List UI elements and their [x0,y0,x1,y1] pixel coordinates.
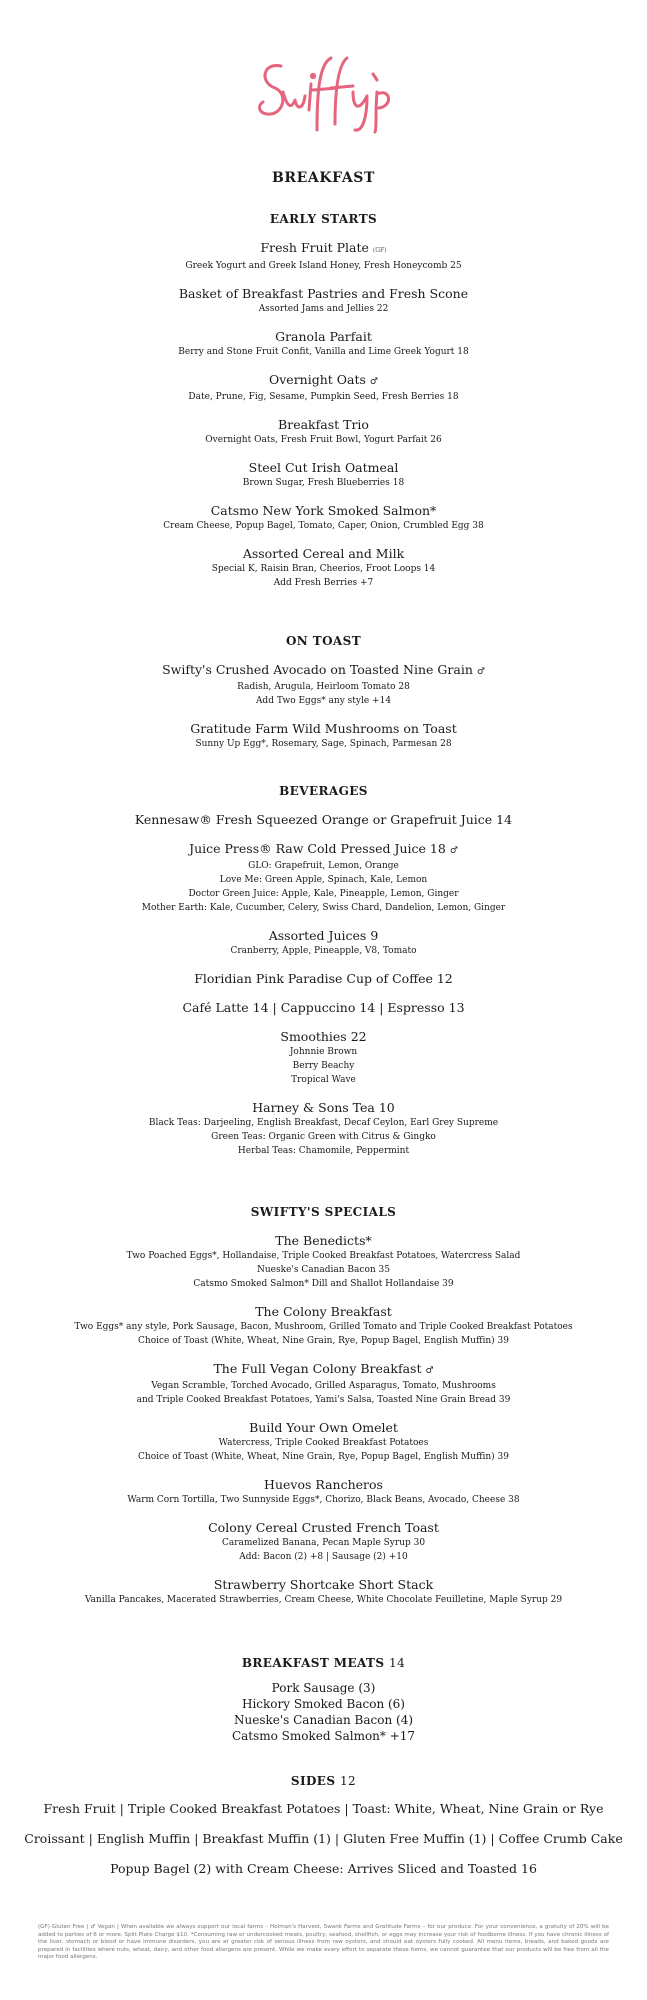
item-name: Assorted Cereal and Milk [242,546,405,561]
section-specials [0,1205,647,1620]
item-desc: and Triple Cooked Breakfast Potatoes, Yami's Salsa, Toasted Nine Grain Bread 39 [136,1395,511,1405]
item-name: The Colony Breakfast [255,1304,392,1319]
vegan-icon: ♂ [449,846,458,856]
item-name: Floridian Pink Paradise Cup of Coffee 12 [194,971,453,986]
item-name: Granola Parfait [275,329,372,344]
menu-item [0,812,647,828]
gluten-free-tag: (GF) [372,247,387,254]
item-name: Café Latte 14 | Cappuccino 14 | Espresso 13 [182,1000,465,1015]
item-desc: Herbal Teas: Chamomile, Peppermint [237,1146,410,1156]
item-desc: Johnnie Brown [289,1047,358,1057]
section-price: 14 [389,1656,406,1670]
item-desc: Warm Corn Tortilla, Two Sunnyside Eggs*, Chorizo, Black Beans, Avocado, Cheese 38 [127,1495,520,1505]
item-desc: Doctor Green Juice: Apple, Kale, Pineapple, Lemon, Ginger [188,889,459,899]
item-desc: Berry Beachy [292,1061,355,1071]
menu-item [0,1420,647,1464]
meat-item: Nueske's Canadian Bacon (4) [233,1713,414,1727]
item-name: Swifty's Crushed Avocado on Toasted Nine Grain [162,662,473,677]
menu-item [0,460,647,490]
item-name: Assorted Juices 9 [268,928,379,943]
sides-line: Fresh Fruit | Triple Cooked Breakfast Potatoes | Toast: White, Wheat, Nine Grain or Rye [43,1801,604,1816]
meat-item: Hickory Smoked Bacon (6) [241,1697,405,1711]
item-desc: Mother Earth: Kale, Cucumber, Celery, Swiss Chard, Dandelion, Lemon, Ginger [141,903,506,913]
item-desc: Catsmo Smoked Salmon* Dill and Shallot Hollandaise 39 [193,1279,454,1289]
menu-item [0,1304,647,1348]
sides-line: Popup Bagel (2) with Cream Cheese: Arrives Sliced and Toasted 16 [110,1861,537,1876]
item-name: Overnight Oats [269,372,366,387]
swiftys-logo [253,44,395,136]
menu-item [0,240,647,273]
item-desc: Two Eggs* any style, Pork Sausage, Bacon, Mushroom, Grilled Tomato and Triple Cooked Breakfast Potatoes [74,1322,573,1332]
item-name: Strawberry Shortcake Short Stack [213,1577,434,1592]
section-breakfast-meats [0,1656,647,1744]
item-name: The Full Vegan Colony Breakfast [213,1361,422,1376]
vegan-icon: ♂ [425,1366,434,1376]
item-name: Basket of Breakfast Pastries and Fresh Scone [178,286,469,301]
menu-item [0,1361,647,1407]
menu-item [0,662,647,708]
item-name: Gratitude Farm Wild Mushrooms on Toast [190,721,457,736]
item-desc: Black Teas: Darjeeling, English Breakfast, Decaf Ceylon, Earl Grey Supreme [148,1118,499,1128]
item-desc: Special K, Raisin Bran, Cheerios, Froot Loops 14 [211,564,436,574]
item-name: Harney & Sons Tea 10 [252,1100,395,1115]
section-beverages [0,784,647,1171]
menu-item [0,503,647,533]
section-heading: BREAKFAST MEATS [241,1656,385,1670]
item-name: Colony Cereal Crusted French Toast [208,1520,439,1535]
item-desc: Nueske's Canadian Bacon 35 [257,1265,390,1275]
item-desc: Watercress, Triple Cooked Breakfast Potatoes [218,1438,429,1448]
item-desc: Love Me: Green Apple, Spinach, Kale, Lemon [219,875,428,885]
menu-item [0,286,647,316]
item-desc: Tropical Wave [291,1075,356,1085]
item-desc: Cranberry, Apple, Pineapple, V8, Tomato [230,946,417,956]
item-desc: Berry and Stone Fruit Confit, Vanilla and Lime Greek Yogurt 18 [178,347,469,357]
vegan-icon: ♂ [369,377,378,387]
menu-item [0,546,647,590]
item-name: Build Your Own Omelet [249,1420,398,1435]
item-desc: GLO: Grapefruit, Lemon, Orange [248,861,399,871]
item-name: Kennesaw® Fresh Squeezed Orange or Grapefruit Juice 14 [134,812,513,827]
meat-item: Catsmo Smoked Salmon* +17 [231,1729,416,1743]
menu-item [0,1477,647,1507]
menu-item [0,721,647,751]
item-name: Fresh Fruit Plate [260,240,369,255]
item-name: Breakfast Trio [278,417,369,432]
item-desc: Add Fresh Berries +7 [273,578,374,588]
item-desc: Add: Bacon (2) +8 | Sausage (2) +10 [239,1552,408,1562]
item-desc: Green Teas: Organic Green with Citrus & Gingko [211,1132,436,1142]
item-name: The Benedicts* [275,1233,372,1248]
page-title: BREAKFAST [271,170,376,186]
item-desc: Add Two Eggs* any style +14 [255,696,392,706]
item-desc: Date, Prune, Fig, Sesame, Pumpkin Seed, Fresh Berries 18 [188,392,459,402]
item-desc: Two Poached Eggs*, Hollandaise, Triple Cooked Breakfast Potatoes, Watercress Salad [126,1251,521,1261]
sides-line: Croissant | English Muffin | Breakfast Muffin (1) | Gluten Free Muffin (1) | Coffee Crumb Cake [24,1831,623,1846]
menu-item [0,1233,647,1291]
section-heading: SWIFTY'S SPECIALS [250,1205,397,1219]
item-name: Juice Press® Raw Cold Pressed Juice 18 [189,841,446,856]
menu-item [0,329,647,359]
item-name: Huevos Rancheros [264,1477,383,1492]
section-sides [0,1774,647,1884]
menu-item [0,417,647,447]
section-heading: EARLY STARTS [269,212,378,226]
item-desc: Overnight Oats, Fresh Fruit Bowl, Yogurt Parfait 26 [205,435,442,445]
section-heading: BEVERAGES [279,784,368,798]
section-on-toast [0,634,647,764]
item-name: Smoothies 22 [280,1029,367,1044]
menu-item [0,372,647,404]
menu-item [0,1520,647,1564]
menu-item [0,928,647,958]
item-name: Catsmo New York Smoked Salmon* [210,503,437,518]
section-price: 12 [340,1774,357,1788]
menu-item [0,1100,647,1158]
menu-item [0,1029,647,1087]
item-desc: Vegan Scramble, Torched Avocado, Grilled Asparagus, Tomato, Mushrooms [151,1381,496,1391]
item-desc: Assorted Jams and Jellies 22 [258,304,389,314]
meat-item: Pork Sausage (3) [271,1681,376,1695]
item-desc: Vanilla Pancakes, Macerated Strawberries, Cream Cheese, White Chocolate Feuilletine, Maple Syrup 29 [84,1595,563,1605]
vegan-icon: ♂ [476,667,485,677]
menu-item [0,841,647,915]
item-desc: Caramelized Banana, Pecan Maple Syrup 30 [221,1538,426,1548]
item-desc: Brown Sugar, Fresh Blueberries 18 [242,478,405,488]
item-desc: Radish, Arugula, Heirloom Tomato 28 [237,682,410,692]
item-desc: Choice of Toast (White, Wheat, Nine Grain, Rye, Popup Bagel, English Muffin) 39 [138,1452,509,1462]
item-name: Steel Cut Irish Oatmeal [248,460,399,475]
item-desc: Greek Yogurt and Greek Island Honey, Fresh Honeycomb 25 [185,261,462,271]
menu-item [0,971,647,987]
footer-disclaimer: (GF) Gluten Free | ♂ Vegan | When available we always support our local farms – Holman's Harvest, Swank Farms and Gratitude Farms – for our produce. For your convenience, a gratuity of 20% will be added to parties of 6 or more. Split Plate Charge $10. *Consuming raw or undercooked meats, poultry, seafood, shellfish, or eggs may increase your risk of foodborne illness. If you have chronic illness of the liver, stomach or blood or have immune disorders, you are at greater risk of serious illness from raw oysters, and should eat oysters fully cooked. All menu items, breads, and baked goods are prepared in facilities where nuts, wheat, dairy, and other food allergens are present. While we make every effort to separate these items, we cannot guarantee that our products will be free from all the major food allergens. [38,1924,609,1961]
section-early-starts [0,212,647,603]
menu-item [0,1000,647,1016]
item-desc: Choice of Toast (White, Wheat, Nine Grain, Rye, Popup Bagel, English Muffin) 39 [138,1336,509,1346]
section-heading: SIDES [290,1774,336,1788]
menu-item [0,1577,647,1607]
section-heading: ON TOAST [285,634,362,648]
item-desc: Cream Cheese, Popup Bagel, Tomato, Caper, Onion, Crumbled Egg 38 [163,521,484,531]
item-desc: Sunny Up Egg*, Rosemary, Sage, Spinach, Parmesan 28 [195,739,452,749]
